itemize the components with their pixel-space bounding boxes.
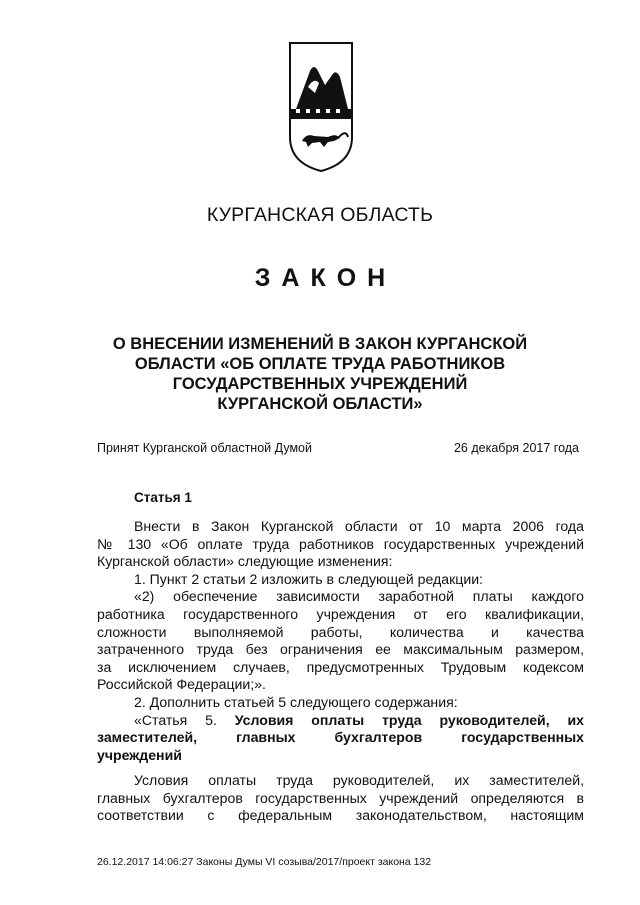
body-line: Условия оплаты труда руководителей, их заместителей, xyxy=(134,772,584,788)
body-line: соответствии с федеральным законодательством, настоящим xyxy=(97,807,584,824)
new-article-title-line: учреждений xyxy=(97,746,182,763)
law-title-line: ОБЛАСТИ «ОБ ОПЛАТЕ ТРУДА РАБОТНИКОВ xyxy=(134,355,506,373)
footer-stamp: 26.12.2017 14:06:27 Законы Думы VI созыва/2017/проект закона 132 xyxy=(97,856,432,868)
body-line: Курганской области» следующие изменения: xyxy=(97,553,393,570)
law-title-line: ГОСУДАРСТВЕННЫХ УЧРЕЖДЕНИЙ xyxy=(172,375,468,393)
region-name: КУРГАНСКАЯ ОБЛАСТЬ xyxy=(206,204,434,226)
new-article-title: Условия оплаты труда руководителей, их xyxy=(234,711,584,728)
law-title xyxy=(100,334,540,414)
body-line: № 130 «Об оплате труда работников государственных учреждений xyxy=(97,535,584,552)
body-line: Внести в Закон Курганской области от 10 марта 2006 года xyxy=(134,518,584,534)
adoption-date: 26 декабря 2017 года xyxy=(453,441,579,455)
article-body xyxy=(97,518,584,764)
new-article-prefix: «Статья 5. xyxy=(134,711,217,728)
body-line: 1. Пункт 2 статьи 2 изложить в следующей редакции: xyxy=(134,570,483,587)
document-type: ЗАКОН xyxy=(254,264,397,292)
body-line: затраченного труда без ограничения ее максимальным размером, xyxy=(97,641,584,658)
adopted-by: Принят Курганской областной Думой xyxy=(97,441,312,455)
body-line: главных бухгалтеров государственных учреждений определяются в xyxy=(97,789,584,806)
law-title-line: КУРГАНСКОЙ ОБЛАСТИ» xyxy=(217,395,423,413)
body-line: «2) обеспечение зависимости заработной платы каждого xyxy=(134,588,584,605)
body-line: Российской Федерации;». xyxy=(97,676,266,693)
coat-of-arms-icon xyxy=(288,41,354,173)
article-heading: Статья 1 xyxy=(134,490,192,505)
body-line: работника государственного учреждения от его квалификации, xyxy=(97,605,584,622)
law-title-line: О ВНЕСЕНИИ ИЗМЕНЕНИЙ В ЗАКОН КУРГАНСКОЙ xyxy=(112,335,528,353)
body-line: сложности выполняемой работы, количества и качества xyxy=(97,623,584,640)
body-line: 2. Дополнить статьей 5 следующего содержания: xyxy=(134,693,458,710)
new-article-title-line: заместителей, главных бухгалтеров государственных xyxy=(97,729,584,746)
article-body-continued xyxy=(97,772,584,825)
new-article-heading-line xyxy=(97,712,584,730)
body-line: за исключением случаев, предусмотренных Трудовым кодексом xyxy=(97,658,584,675)
